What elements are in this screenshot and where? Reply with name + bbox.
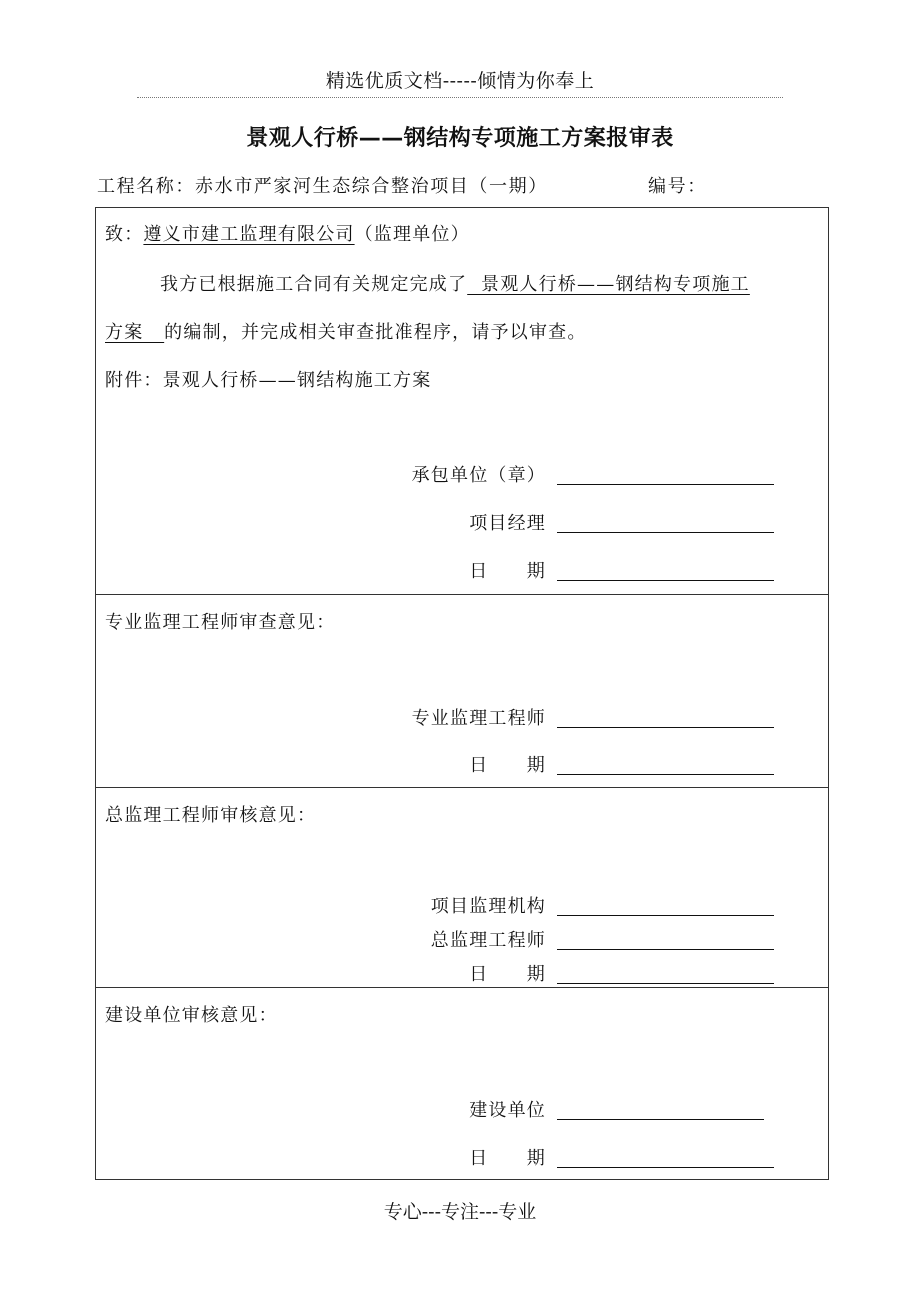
section-divider bbox=[95, 594, 829, 595]
supervisor-suffix: （监理单位） bbox=[354, 224, 470, 245]
body-suffix: 的编制，并完成相关审查批准程序，请予以审查。 bbox=[164, 322, 587, 343]
project-name: 工程名称：赤水市严家河生态综合整治项目（一期） bbox=[97, 176, 548, 197]
page-header: 精选优质文档-----倾情为你奉上 bbox=[325, 70, 595, 92]
date-line[interactable] bbox=[557, 580, 774, 581]
body-prefix: 我方已根据施工合同有关规定完成了 bbox=[160, 274, 468, 295]
contractor-signature-line[interactable] bbox=[557, 484, 774, 485]
chief-signature-line[interactable] bbox=[557, 949, 774, 950]
section-divider bbox=[95, 787, 829, 788]
body-line-2 bbox=[105, 318, 587, 344]
header-divider bbox=[137, 97, 783, 98]
owner-review-heading: 建设单位审核意见： bbox=[105, 1005, 278, 1026]
org-signature-line[interactable] bbox=[557, 915, 774, 916]
chief-label: 总监理工程师 bbox=[430, 930, 546, 951]
engineer-label: 专业监理工程师 bbox=[411, 708, 546, 729]
date-label: 日 期 bbox=[469, 755, 546, 776]
date-label: 日 期 bbox=[469, 964, 546, 985]
manager-label: 项目经理 bbox=[469, 513, 546, 534]
page-footer: 专心---专注---专业 bbox=[383, 1201, 537, 1223]
body-line-1 bbox=[160, 270, 750, 296]
date-label: 日 期 bbox=[469, 561, 546, 582]
owner-label: 建设单位 bbox=[469, 1100, 546, 1121]
org-label: 项目监理机构 bbox=[430, 896, 546, 917]
manager-signature-line[interactable] bbox=[557, 532, 774, 533]
date-line[interactable] bbox=[557, 774, 774, 775]
plan-name-part2: 方案 bbox=[105, 322, 165, 343]
approval-form-table bbox=[95, 207, 829, 1180]
chief-review-heading: 总监理工程师审核意见： bbox=[105, 805, 317, 826]
date-line[interactable] bbox=[557, 1167, 774, 1168]
supervisor-company: 遵义市建工监理有限公司 bbox=[143, 224, 355, 245]
engineer-signature-line[interactable] bbox=[557, 727, 774, 728]
section-divider bbox=[95, 987, 829, 988]
form-title: 景观人行桥——钢结构专项施工方案报审表 bbox=[246, 126, 674, 151]
date-label: 日 期 bbox=[469, 1148, 546, 1169]
date-line[interactable] bbox=[557, 983, 774, 984]
engineer-review-heading: 专业监理工程师审查意见： bbox=[105, 612, 336, 633]
plan-name-part1: 景观人行桥——钢结构专项施工 bbox=[467, 274, 750, 295]
addressee-line bbox=[105, 220, 470, 246]
attachment-line: 附件：景观人行桥——钢结构施工方案 bbox=[105, 370, 432, 391]
contractor-label: 承包单位（章） bbox=[411, 465, 546, 486]
addressee-prefix: 致： bbox=[105, 224, 144, 245]
owner-signature-line[interactable] bbox=[557, 1119, 764, 1120]
serial-number-label: 编号： bbox=[648, 176, 707, 197]
